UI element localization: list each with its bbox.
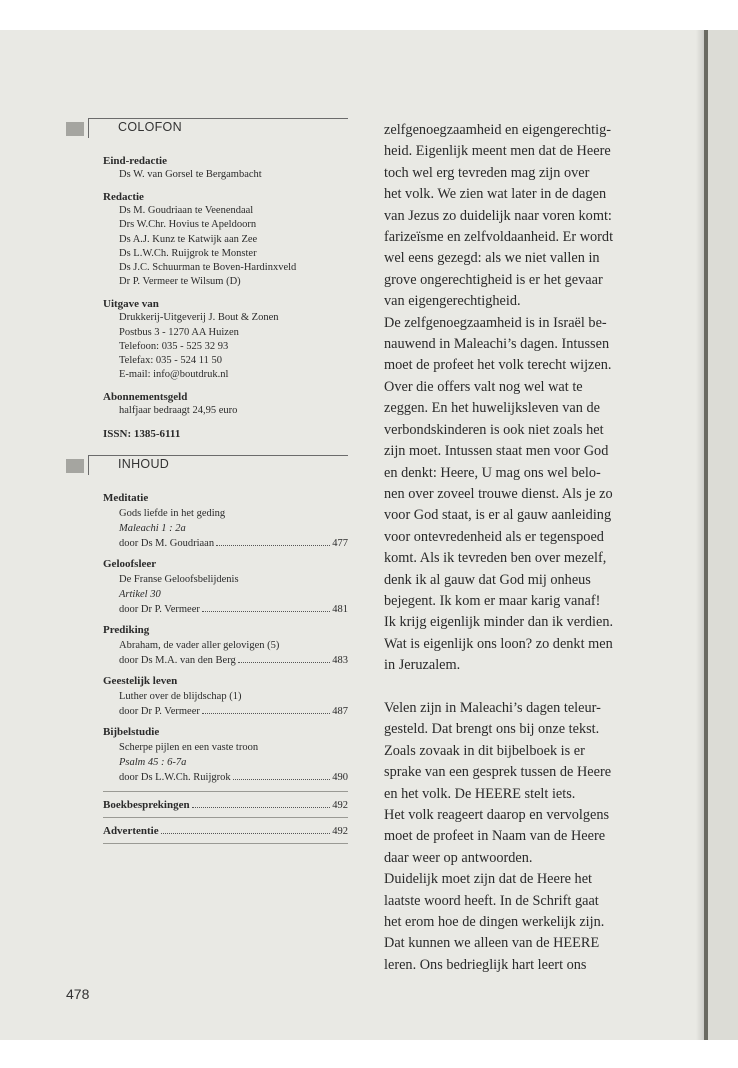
colofon-line: Telefax: 035 - 524 11 50: [119, 355, 222, 367]
toc-article-title: Scherpe pijlen en een vaste troon: [119, 741, 259, 753]
body-line: moet de profeet het volk terecht wijzen.: [384, 357, 612, 374]
toc-author: door Dr P. Vermeer: [119, 603, 200, 615]
body-line: Ik krijg eigenlijk minder dan ik verdien.: [384, 614, 614, 631]
colofon-line: Postbus 3 - 1270 AA Huizen: [119, 326, 239, 338]
body-line: van eigengerechtigheid.: [384, 293, 521, 310]
body-line: De zelfgenoegzaamheid is in Israël be-: [384, 314, 607, 331]
toc-entry: [66, 674, 348, 719]
colofon-group: [66, 154, 348, 182]
toc-scripture-ref: Psalm 45 : 6-7a: [119, 756, 187, 768]
body-line: nauwend in Maleachi’s dagen. Intussen: [384, 336, 610, 353]
body-line: van Jezus zo duidelijk naar voren komt:: [384, 207, 612, 224]
toc-category: Meditatie: [103, 491, 149, 504]
body-line: laatste woord heeft. In de Schrift gaat: [384, 892, 599, 909]
colofon-heading: [66, 118, 348, 134]
toc-leader-dots: [202, 611, 330, 612]
colofon-line: E-mail: info@boutdruk.nl: [119, 369, 229, 381]
toc-article-title: De Franse Geloofsbelijdenis: [119, 573, 239, 585]
body-line: moet de profeet in Naam van de Heere: [384, 828, 606, 845]
page-number: 478: [66, 986, 90, 1002]
body-line: Het volk reageert daarop en vervolgens: [384, 806, 610, 823]
toc-leader-dots: [233, 779, 331, 780]
toc-author: door Dr P. Vermeer: [119, 705, 200, 717]
toc-divider: [103, 843, 348, 844]
body-line: Duidelijk moet zijn dat de Heere het: [384, 871, 593, 888]
body-line: zeggen. En het huwelijksleven van de: [384, 400, 600, 417]
toc-leader-dots: [216, 545, 330, 546]
colofon-group: [66, 297, 348, 382]
colofon-line: Ds L.W.Ch. Ruijgrok te Monster: [119, 247, 257, 259]
colofon-group: [66, 190, 348, 289]
toc-page-number: 492: [332, 825, 348, 837]
toc-entry: [66, 725, 348, 785]
toc-boekbesprekingen-label: Boekbesprekingen: [103, 798, 190, 811]
toc-page-number: 481: [332, 603, 348, 615]
body-line: komt. Als ik tevreden ben over mezelf,: [384, 550, 607, 567]
toc-category: Bijbelstudie: [103, 725, 160, 738]
facing-page-edge: [708, 30, 738, 1040]
body-line: in Jeruzalem.: [384, 657, 461, 674]
toc-page-number: 487: [332, 705, 348, 717]
colofon-group: [66, 427, 348, 441]
toc-page-number: 492: [332, 799, 348, 811]
toc-category: Geloofsleer: [103, 557, 157, 570]
colofon-group-title: ISSN: 1385-6111: [103, 427, 181, 440]
toc-author: door Ds L.W.Ch. Ruijgrok: [119, 771, 231, 783]
paragraph-1: [384, 120, 652, 313]
colofon-group: [66, 390, 348, 418]
body-line: heid. Eigenlijk meent men dat de Heere: [384, 143, 611, 160]
body-line: denk ik al gauw dat God mij onheus: [384, 571, 591, 588]
colofon-groups: [66, 154, 348, 441]
body-line: nen over zoveel trouwe dienst. Als je zo: [384, 485, 613, 502]
colofon-line: Dr P. Vermeer te Wilsum (D): [119, 276, 241, 288]
toc-author-row: [119, 704, 348, 719]
colofon-line: Drs W.Chr. Hovius te Apeldoorn: [119, 219, 257, 231]
toc-category: Prediking: [103, 623, 150, 636]
body-line: zijn moet. Intussen staat men voor God: [384, 443, 609, 460]
body-line: grove ongerechtigheid is er het gevaar: [384, 271, 603, 288]
paragraph-2: [384, 313, 652, 677]
colofon-group-title: Redactie: [103, 191, 144, 204]
colofon-line: Ds M. Goudriaan te Veenendaal: [119, 205, 254, 217]
toc-advertentie-label: Advertentie: [103, 824, 159, 837]
colofon-line: Ds A.J. Kunz te Katwijk aan Zee: [119, 233, 258, 245]
colofon-title: COLOFON: [118, 120, 182, 134]
heading-marker: [66, 122, 84, 136]
heading-rule-vertical: [88, 118, 89, 138]
body-line: voor ontevredenheid als er tegenspoed: [384, 528, 604, 545]
body-line: zelfgenoegzaamheid en eigengerechtig-: [384, 122, 612, 138]
body-line: sprake van een gesprek tussen de Heere: [384, 764, 612, 781]
body-line: en denkt: Heere, U mag ons wel belo-: [384, 464, 601, 481]
colofon-group-title: Abonnementsgeld: [103, 391, 188, 404]
toc-author-row: [119, 770, 348, 785]
heading-rule-horizontal: [88, 118, 348, 119]
heading-rule-vertical: [88, 455, 89, 475]
body-line: Wat is eigenlijk ons loon? zo denkt men: [384, 635, 613, 652]
toc-page-number: 490: [332, 771, 348, 783]
left-column: [66, 118, 348, 850]
body-line: voor God staat, is er al gauw aanleiding: [384, 507, 612, 524]
toc-category: Geestelijk leven: [103, 674, 178, 687]
heading-marker: [66, 459, 84, 473]
body-line: het erom hoe de dingen werkelijk zijn.: [384, 914, 605, 931]
colofon-line: Ds W. van Gorsel te Bergambacht: [119, 169, 262, 180]
body-line: Dat kunnen we alleen van de HEERE: [384, 935, 600, 952]
colofon-line: Telefoon: 035 - 525 32 93: [119, 340, 229, 352]
paragraph-3: [384, 698, 652, 805]
body-line: leren. Ons bedrieglijk hart leert ons: [384, 956, 587, 973]
table-of-contents: [66, 491, 348, 844]
toc-article-title: Gods liefde in het geding: [119, 507, 226, 519]
body-line: wel eens gezegd: als we niet vallen in: [384, 250, 600, 267]
toc-author-row: [119, 653, 348, 668]
paragraph-4: [384, 805, 652, 869]
body-line: gesteld. Dat brengt ons bij onze tekst.: [384, 721, 600, 738]
body-line: Zoals zovaak in dit bijbelboek is er: [384, 742, 585, 759]
body-line: verbondskinderen is ook niet zoals het: [384, 421, 604, 438]
body-line: bejegent. Ik kom er maar karig vanaf!: [384, 592, 601, 609]
colofon-line: halfjaar bedraagt 24,95 euro: [119, 405, 238, 417]
paragraph-gap: [384, 677, 652, 698]
toc-advertentie-row: [103, 824, 348, 839]
toc-divider: [103, 791, 348, 792]
colofon-line: Ds J.C. Schuurman te Boven-Hardinxveld: [119, 262, 297, 274]
toc-author-row: [119, 602, 348, 617]
toc-boekbesprekingen-row: [103, 798, 348, 813]
toc-author-row: [119, 536, 348, 551]
toc-leader-dots: [202, 713, 330, 714]
colofon-group-title: Eind-redactie: [103, 155, 167, 167]
body-line: en het volk. De HEERE stelt iets.: [384, 785, 576, 802]
heading-rule-horizontal: [88, 455, 348, 456]
toc-page-number: 477: [332, 537, 348, 549]
toc-leader-dots: [192, 807, 331, 808]
body-line: Over die offers valt nog wel wat te: [384, 378, 583, 395]
colofon-line: Drukkerij-Uitgeverij J. Bout & Zonen: [119, 312, 279, 324]
body-line: toch wel erg tevreden mag zijn over: [384, 164, 590, 181]
body-line: het volk. We zien wat later in de dagen: [384, 186, 607, 203]
toc-article-title: Abraham, de vader aller gelovigen (5): [119, 639, 280, 651]
toc-entry: [66, 557, 348, 617]
toc-entry: [66, 491, 348, 551]
colofon-group-title: Uitgave van: [103, 298, 159, 311]
toc-article-title: Luther over de blijdschap (1): [119, 690, 242, 702]
toc-scripture-ref: Artikel 30: [119, 588, 161, 600]
toc-leader-dots: [161, 833, 331, 834]
toc-entry: [66, 623, 348, 668]
toc-divider: [103, 817, 348, 818]
toc-leader-dots: [238, 662, 330, 663]
toc-author: door Ds M.A. van den Berg: [119, 654, 236, 666]
paragraph-5: [384, 869, 652, 976]
toc-page-number: 483: [332, 654, 348, 666]
toc-scripture-ref: Maleachi 1 : 2a: [119, 522, 186, 534]
body-line: farizeïsme en zelfvoldaanheid. Er wordt: [384, 229, 614, 246]
body-line: Velen zijn in Maleachi’s dagen teleur-: [384, 699, 601, 716]
body-line: daar weer op antwoorden.: [384, 849, 533, 866]
inhoud-heading: [66, 455, 348, 471]
inhoud-title: INHOUD: [118, 456, 170, 471]
toc-author: door Ds M. Goudriaan: [119, 537, 215, 549]
spine-shadow: [696, 30, 704, 1040]
body-text-column: [384, 120, 652, 976]
